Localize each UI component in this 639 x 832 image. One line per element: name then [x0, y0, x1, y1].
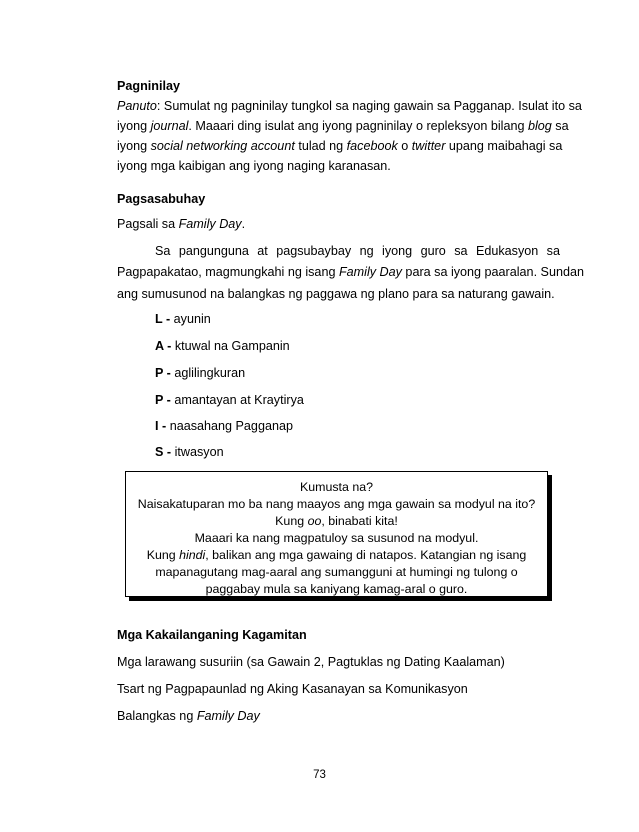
pagsasabuhay-text: para sa iyong paaralan. Sundan — [401, 265, 584, 279]
pagsasabuhay-text: Pagpapakatao, magmungkahi ng isang — [117, 265, 339, 279]
pagninilay-text: o — [397, 139, 412, 153]
pagninilay-text: . Maaari ding isulat ang iyong pagninilay o repleksyon bilang — [188, 119, 528, 133]
pagsasabuhay-subtitle — [117, 217, 245, 231]
pagninilay-line-3 — [117, 136, 563, 156]
pagsasabuhay-line-1: Sa pangunguna at pagsubaybay ng iyong guro sa Edukasyon sa — [155, 244, 560, 258]
pagninilay-text: upang maibahagi sa — [445, 139, 563, 153]
callout-text: , binabati kita! — [321, 514, 398, 528]
lapis-item — [155, 366, 245, 380]
pagninilay-heading: Pagninilay — [117, 79, 180, 93]
pagsasabuhay-line-2 — [117, 265, 584, 279]
lapis-letter: A - — [155, 339, 175, 353]
lapis-text: ayunin — [173, 312, 211, 326]
lapis-text: amantayan at Kraytirya — [174, 393, 304, 407]
lapis-letter: L - — [155, 312, 174, 326]
callout-line: mapanagutang mag-aaral ang sumangguni at humingi ng tulong o — [155, 565, 518, 579]
callout-text: , balikan ang mga gawaing di natapos. Katangian ng isang — [205, 548, 527, 562]
lapis-item — [155, 445, 224, 459]
social-networking-term: social networking account — [150, 139, 295, 153]
lapis-letter: S - — [155, 445, 175, 459]
lapis-letter: I - — [155, 419, 170, 433]
lapis-letter: P - — [155, 393, 175, 407]
panuto-label: Panuto — [117, 99, 157, 113]
lapis-item — [155, 393, 304, 407]
lapis-text: aglilingkuran — [174, 366, 246, 380]
blog-term: blog — [527, 119, 552, 133]
pagninilay-text: : Sumulat ng pagninilay tungkol sa naging gawain sa Pagganap. Isulat ito sa — [156, 99, 582, 113]
kagamitan-item: Tsart ng Pagpapaunlad ng Aking Kasanayan sa Komunikasyon — [117, 682, 468, 696]
pagninilay-text: sa — [551, 119, 569, 133]
lapis-text: naasahang Pagganap — [169, 419, 293, 433]
callout-line: Kumusta na? — [299, 480, 373, 494]
pagninilay-line-2 — [117, 116, 569, 136]
family-day-term: Family Day — [196, 709, 260, 723]
family-day-term: Family Day — [178, 217, 242, 231]
pagninilay-line-4: iyong mga kaibigan ang iyong naging karanasan. — [117, 159, 391, 173]
callout-text: Kung — [275, 514, 308, 528]
lapis-item — [155, 312, 211, 326]
hindi-term: hindi — [179, 548, 206, 562]
callout-line: paggabay mula sa kaniyang kamag-aral o guro. — [205, 582, 468, 596]
callout-line — [126, 513, 547, 530]
pagsasabuhay-heading: Pagsasabuhay — [117, 192, 206, 206]
oo-term: oo — [307, 514, 322, 528]
callout-line — [126, 547, 547, 564]
callout-text: Kung — [146, 548, 180, 562]
callout-line: Naisakatuparan mo ba nang maayos ang mga gawain sa modyul na ito? — [137, 497, 536, 511]
kagamitan-item: Mga larawang susuriin (sa Gawain 2, Pagtuklas ng Dating Kaalaman) — [117, 655, 505, 669]
subtitle-text: Pagsali sa — [117, 217, 179, 231]
lapis-text: ktuwal na Gampanin — [174, 339, 290, 353]
subtitle-text: . — [241, 217, 246, 231]
kagamitan-text: Balangkas ng — [117, 709, 197, 723]
pagsasabuhay-line-3: ang sumusunod na balangkas ng paggawa ng plano para sa naturang gawain. — [117, 287, 555, 301]
callout-line: Maaari ka nang magpatuloy sa susunod na modyul. — [194, 531, 479, 545]
lapis-text: itwasyon — [174, 445, 224, 459]
facebook-term: facebook — [346, 139, 398, 153]
journal-term: journal — [150, 119, 189, 133]
lapis-item — [155, 419, 293, 433]
page-number: 73 — [313, 769, 326, 781]
pagninilay-line-1 — [117, 96, 582, 116]
lapis-item — [155, 339, 290, 353]
lapis-letter: P - — [155, 366, 175, 380]
family-day-term: Family Day — [338, 265, 402, 279]
pagninilay-text: iyong — [117, 139, 151, 153]
kumusta-na-callout — [125, 471, 548, 597]
pagninilay-paragraph — [117, 96, 582, 176]
twitter-term: twitter — [411, 139, 446, 153]
pagninilay-text: tulad ng — [294, 139, 347, 153]
pagninilay-text: iyong — [117, 119, 151, 133]
kagamitan-item — [117, 709, 260, 723]
kagamitan-heading: Mga Kakailanganing Kagamitan — [117, 628, 307, 642]
